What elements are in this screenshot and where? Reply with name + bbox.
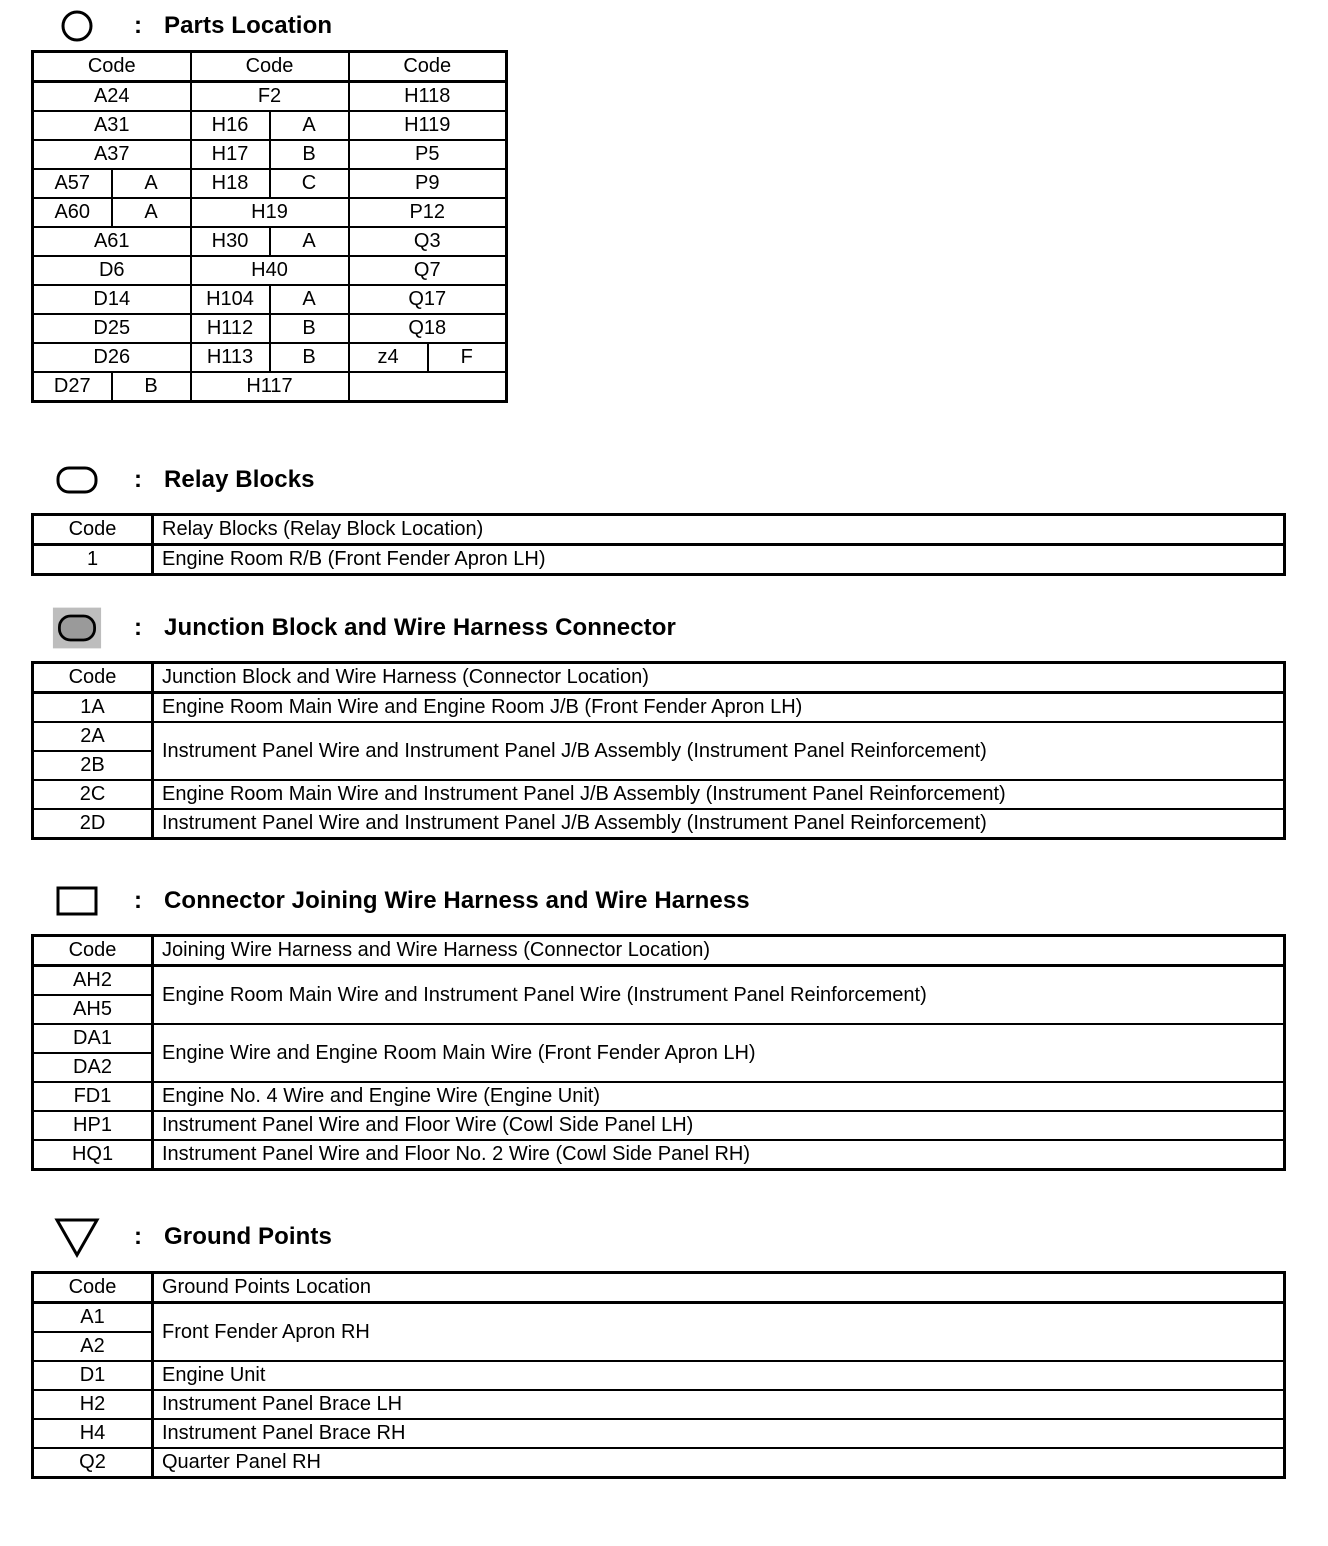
code-cell: 2A <box>33 722 153 751</box>
table-row <box>33 693 1285 723</box>
part-code: A57 <box>33 169 112 198</box>
table-row <box>33 227 507 256</box>
part-code: P12 <box>349 198 507 227</box>
down-triangle-icon <box>52 1217 102 1257</box>
table-header-row <box>33 1273 1285 1303</box>
table-row <box>33 82 507 112</box>
parts-location-heading <box>52 6 332 46</box>
part-code: H30 <box>191 227 270 256</box>
section-title: Connector Joining Wire Harness and Wire Harness <box>164 887 750 914</box>
section-title: Parts Location <box>164 12 333 39</box>
heading-colon: : <box>134 466 142 493</box>
part-code: D27 <box>33 372 112 402</box>
part-code: A61 <box>33 227 191 256</box>
code-cell: Q2 <box>33 1448 153 1478</box>
connector-joining-table <box>31 934 1286 1171</box>
part-code: Q18 <box>349 314 507 343</box>
rounded-rect-icon <box>52 460 102 500</box>
table-header-row <box>33 936 1285 966</box>
part-code: Q17 <box>349 285 507 314</box>
code-column-header: Code <box>33 936 153 966</box>
code-cell: H4 <box>33 1419 153 1448</box>
part-code: D26 <box>33 343 191 372</box>
part-sub-code: B <box>270 140 349 169</box>
table-row <box>33 780 1285 809</box>
table-row <box>33 314 507 343</box>
part-code: A31 <box>33 111 191 140</box>
code-cell: AH2 <box>33 966 153 996</box>
location-cell: Engine Room R/B (Front Fender Apron LH) <box>153 545 1285 575</box>
part-code: H40 <box>191 256 349 285</box>
part-code: P5 <box>349 140 507 169</box>
location-cell: Engine Room Main Wire and Instrument Panel J/B Assembly (Instrument Panel Reinforcement) <box>153 780 1285 809</box>
part-sub-code: A <box>270 227 349 256</box>
location-cell: Instrument Panel Brace RH <box>153 1419 1285 1448</box>
table-row <box>33 809 1285 839</box>
part-code: H113 <box>191 343 270 372</box>
location-cell: Engine Wire and Engine Room Main Wire (Front Fender Apron LH) <box>153 1024 1285 1082</box>
table-row <box>33 1082 1285 1111</box>
part-code: A24 <box>33 82 191 112</box>
rectangle-icon <box>52 881 102 921</box>
table-row <box>33 198 507 227</box>
part-sub-code: A <box>112 198 191 227</box>
parts-location-table <box>31 50 508 403</box>
location-column-header: Ground Points Location <box>153 1273 1285 1303</box>
table-row <box>33 256 507 285</box>
ground-points-heading <box>52 1217 332 1257</box>
location-cell: Engine Room Main Wire and Engine Room J/B (Front Fender Apron LH) <box>153 693 1285 723</box>
column-header: Code <box>349 52 507 82</box>
part-code: Q3 <box>349 227 507 256</box>
code-cell: FD1 <box>33 1082 153 1111</box>
table-row <box>33 1361 1285 1390</box>
location-cell: Quarter Panel RH <box>153 1448 1285 1478</box>
code-cell: HQ1 <box>33 1140 153 1170</box>
part-code: H17 <box>191 140 270 169</box>
part-code: H112 <box>191 314 270 343</box>
part-sub-code: A <box>270 285 349 314</box>
part-sub-code: A <box>112 169 191 198</box>
table-row <box>33 1024 1285 1053</box>
location-cell: Instrument Panel Brace LH <box>153 1390 1285 1419</box>
table-row <box>33 372 507 402</box>
table-header-row <box>33 52 507 82</box>
code-cell: 2C <box>33 780 153 809</box>
table-row <box>33 1448 1285 1478</box>
code-cell: A2 <box>33 1332 153 1361</box>
table-row <box>33 285 507 314</box>
heading-colon: : <box>134 12 142 39</box>
table-row <box>33 111 507 140</box>
section-title: Junction Block and Wire Harness Connector <box>164 614 676 641</box>
table-row <box>33 545 1285 575</box>
heading-colon: : <box>134 1223 142 1250</box>
location-cell: Front Fender Apron RH <box>153 1303 1285 1362</box>
code-cell: 1 <box>33 545 153 575</box>
part-code: H117 <box>191 372 349 402</box>
heading-colon: : <box>134 614 142 641</box>
relay-blocks-table <box>31 513 1286 576</box>
part-sub-code: C <box>270 169 349 198</box>
table-row <box>33 722 1285 751</box>
table-header-row <box>33 663 1285 693</box>
part-sub-code: B <box>112 372 191 402</box>
table-row <box>33 1140 1285 1170</box>
code-cell: DA2 <box>33 1053 153 1082</box>
part-code: H19 <box>191 198 349 227</box>
part-code: H104 <box>191 285 270 314</box>
table-row <box>33 966 1285 996</box>
code-column-header: Code <box>33 515 153 545</box>
code-cell: H2 <box>33 1390 153 1419</box>
code-cell: 1A <box>33 693 153 723</box>
part-sub-code: F <box>428 343 507 372</box>
part-sub-code: B <box>270 343 349 372</box>
code-column-header: Code <box>33 663 153 693</box>
table-row <box>33 1390 1285 1419</box>
table-row <box>33 343 507 372</box>
table-row <box>33 1111 1285 1140</box>
location-cell: Engine Room Main Wire and Instrument Panel Wire (Instrument Panel Reinforcement) <box>153 966 1285 1025</box>
part-code: z4 <box>349 343 428 372</box>
table-header-row <box>33 515 1285 545</box>
location-cell: Instrument Panel Wire and Floor Wire (Cowl Side Panel LH) <box>153 1111 1285 1140</box>
code-cell: AH5 <box>33 995 153 1024</box>
part-code: H18 <box>191 169 270 198</box>
section-title: Relay Blocks <box>164 466 315 493</box>
junction-block-heading <box>52 608 676 648</box>
part-sub-code: B <box>270 314 349 343</box>
part-code: H119 <box>349 111 507 140</box>
section-title: Ground Points <box>164 1223 332 1250</box>
heading-colon: : <box>134 887 142 914</box>
table-row <box>33 169 507 198</box>
location-column-header: Joining Wire Harness and Wire Harness (Connector Location) <box>153 936 1285 966</box>
part-code: Q7 <box>349 256 507 285</box>
circle-icon <box>52 6 102 46</box>
location-column-header: Junction Block and Wire Harness (Connector Location) <box>153 663 1285 693</box>
part-code: D25 <box>33 314 191 343</box>
part-sub-code: A <box>270 111 349 140</box>
shaded-rounded-rect-icon <box>52 608 102 648</box>
table-row <box>33 140 507 169</box>
ground-points-table <box>31 1271 1286 1479</box>
part-code: A37 <box>33 140 191 169</box>
code-cell: HP1 <box>33 1111 153 1140</box>
part-code: F2 <box>191 82 349 112</box>
column-header: Code <box>33 52 191 82</box>
location-cell: Engine Unit <box>153 1361 1285 1390</box>
part-code: H118 <box>349 82 507 112</box>
junction-block-table <box>31 661 1286 840</box>
part-code: D14 <box>33 285 191 314</box>
part-code: A60 <box>33 198 112 227</box>
location-cell: Instrument Panel Wire and Instrument Panel J/B Assembly (Instrument Panel Reinforcement) <box>153 809 1285 839</box>
location-column-header: Relay Blocks (Relay Block Location) <box>153 515 1285 545</box>
location-cell: Instrument Panel Wire and Instrument Panel J/B Assembly (Instrument Panel Reinforcement) <box>153 722 1285 780</box>
code-cell: A1 <box>33 1303 153 1333</box>
relay-blocks-heading <box>52 460 315 500</box>
location-cell: Instrument Panel Wire and Floor No. 2 Wire (Cowl Side Panel RH) <box>153 1140 1285 1170</box>
part-code <box>349 372 507 402</box>
location-cell: Engine No. 4 Wire and Engine Wire (Engine Unit) <box>153 1082 1285 1111</box>
part-code: P9 <box>349 169 507 198</box>
code-cell: D1 <box>33 1361 153 1390</box>
table-row <box>33 1303 1285 1333</box>
code-cell: DA1 <box>33 1024 153 1053</box>
table-row <box>33 1419 1285 1448</box>
part-code: D6 <box>33 256 191 285</box>
column-header: Code <box>191 52 349 82</box>
part-code: H16 <box>191 111 270 140</box>
connector-joining-heading <box>52 881 750 921</box>
code-cell: 2D <box>33 809 153 839</box>
code-cell: 2B <box>33 751 153 780</box>
code-column-header: Code <box>33 1273 153 1303</box>
